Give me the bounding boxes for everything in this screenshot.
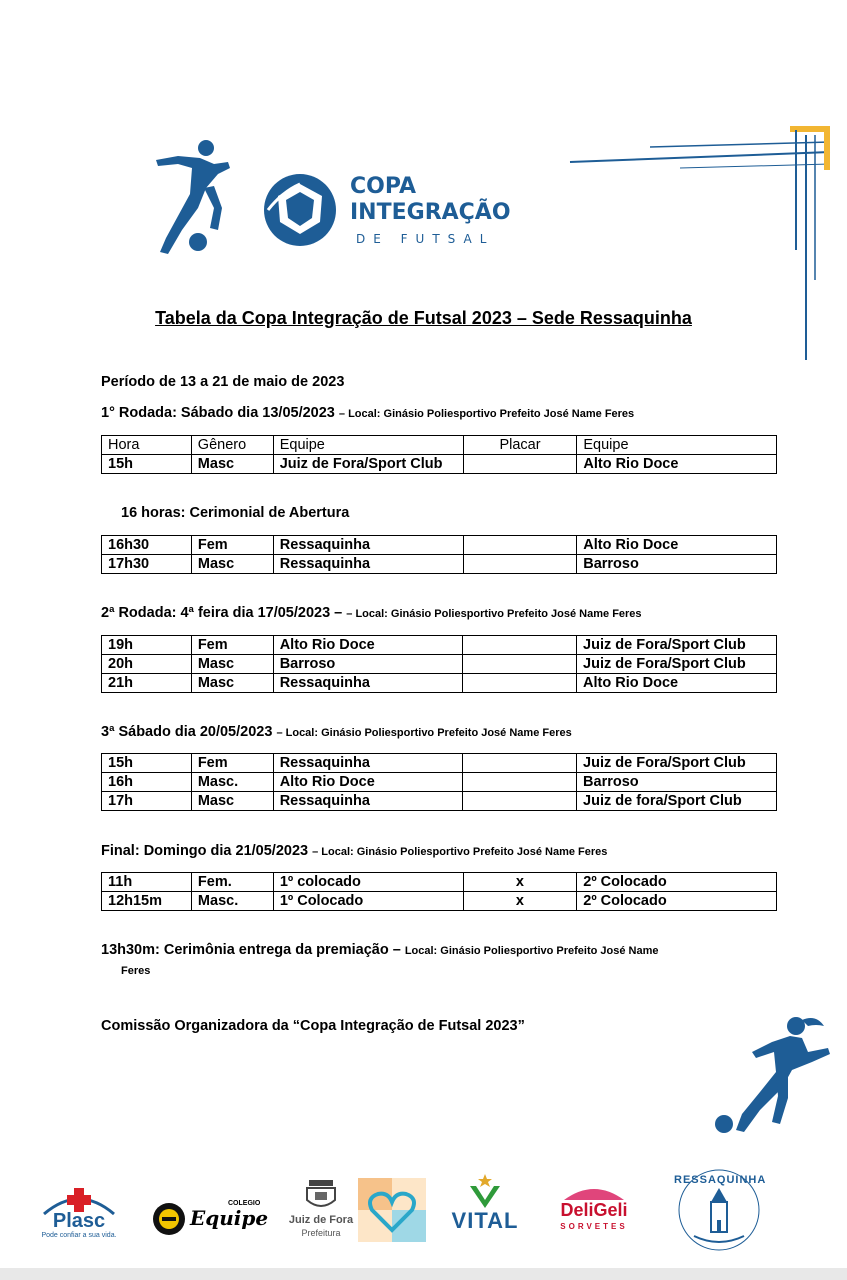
sponsor-plasc — [38, 1186, 120, 1244]
round2-local: – Local: Ginásio Poliesportivo Prefeito José Name Feres — [346, 608, 642, 620]
table-header-row — [102, 436, 777, 455]
cell-hora: 16h — [102, 773, 192, 792]
awards-local-cont-text: Feres — [121, 965, 151, 977]
equipe-label: Equipe — [190, 1206, 269, 1230]
cell-placar — [463, 792, 577, 811]
cell-equipe: Ressaquinha — [273, 555, 463, 574]
cell-placar — [463, 674, 577, 693]
sponsor-juiz-de-fora — [286, 1178, 356, 1242]
table-row — [102, 636, 777, 655]
table-row — [102, 455, 777, 474]
final-local: – Local: Ginásio Poliesportivo Prefeito José Name Feres — [312, 846, 608, 858]
cell-placar: x — [463, 892, 577, 911]
awards-local-cont — [121, 962, 150, 978]
cell-hora: 17h30 — [102, 555, 192, 574]
sponsor-deligeli — [556, 1182, 632, 1242]
final-title: Final: Domingo dia 21/05/2023 — [101, 843, 309, 859]
cell-genero: Masc — [191, 555, 273, 574]
header-equipe: Equipe — [273, 436, 463, 455]
header-equipe-2: Equipe — [577, 436, 777, 455]
cell-hora: 19h — [102, 636, 192, 655]
cell-equipe-2: Juiz de Fora/Sport Club — [577, 754, 777, 773]
cell-genero: Masc. — [191, 892, 273, 911]
round1-heading — [101, 405, 634, 421]
awards-text: 13h30m: Cerimônia entrega da premiação – — [101, 942, 401, 958]
header-genero: Gênero — [191, 436, 273, 455]
heart-map-logo-icon — [358, 1178, 426, 1242]
table-row — [102, 674, 777, 693]
round2-table — [101, 635, 777, 693]
cell-hora: 21h — [102, 674, 192, 693]
prefeitura-label: Prefeitura — [301, 1228, 341, 1238]
player-kicking-icon — [148, 138, 238, 256]
header-decoration — [560, 120, 847, 390]
round1-table — [101, 435, 777, 474]
equipe-logo-icon — [152, 1202, 186, 1236]
logo-copa: COPA — [350, 174, 416, 199]
logo-futsal: DE FUTSAL — [356, 232, 495, 246]
cell-equipe-2: 2º Colocado — [577, 873, 777, 892]
cell-equipe-2: Barroso — [577, 773, 777, 792]
cell-equipe-2: Juiz de Fora/Sport Club — [577, 655, 777, 674]
table-row — [102, 773, 777, 792]
table-row — [102, 536, 777, 555]
final-heading — [101, 843, 607, 859]
cell-equipe-2: Alto Rio Doce — [577, 455, 777, 474]
cell-equipe: Ressaquinha — [273, 754, 463, 773]
sponsor-equipe — [152, 1200, 269, 1240]
cell-genero: Masc — [191, 674, 273, 693]
cell-equipe-2: Alto Rio Doce — [577, 674, 777, 693]
sponsor-vital — [444, 1174, 526, 1240]
cell-placar — [463, 773, 577, 792]
ressaquinha-label: RESSAQUINHA — [674, 1174, 767, 1186]
cell-hora: 20h — [102, 655, 192, 674]
cell-genero: Fem — [191, 636, 273, 655]
cell-hora: 15h — [102, 455, 192, 474]
cell-genero: Fem — [191, 536, 273, 555]
cell-equipe: 1º Colocado — [273, 892, 463, 911]
cell-equipe-2: Alto Rio Doce — [577, 536, 777, 555]
sorvetes-label: SORVETES — [560, 1222, 628, 1231]
deligeli-label: DeliGeli — [560, 1200, 628, 1220]
round3-title: 3ª Sábado dia 20/05/2023 — [101, 724, 273, 740]
cell-equipe: 1º colocado — [273, 873, 463, 892]
cell-genero: Masc — [191, 455, 273, 474]
period-text: Período de 13 a 21 de maio de 2023 — [101, 374, 345, 390]
cell-hora: 17h — [102, 792, 192, 811]
player-female-kicking-icon — [712, 1012, 836, 1142]
deligeli-crown-icon — [556, 1182, 632, 1202]
cell-genero: Masc. — [191, 773, 273, 792]
cell-equipe: Ressaquinha — [273, 536, 463, 555]
final-table — [101, 872, 777, 911]
table-row — [102, 873, 777, 892]
header-hora: Hora — [102, 436, 192, 455]
cell-hora: 16h30 — [102, 536, 192, 555]
signature: Comissão Organizadora da “Copa Integração de Futsal 2023” — [101, 1018, 525, 1034]
cell-placar — [463, 455, 577, 474]
page-title: Tabela da Copa Integração de Futsal 2023 – Sede Ressaquinha — [155, 308, 692, 328]
cell-equipe: Alto Rio Doce — [273, 773, 463, 792]
cell-equipe: Barroso — [273, 655, 463, 674]
cell-placar — [463, 754, 577, 773]
cell-equipe: Alto Rio Doce — [273, 636, 463, 655]
bottom-bar — [0, 1268, 847, 1280]
logo-integracao: INTEGRAÇÃO — [350, 200, 511, 225]
cell-genero: Fem — [191, 754, 273, 773]
cell-hora: 11h — [102, 873, 192, 892]
cell-equipe: Ressaquinha — [273, 674, 463, 693]
opening-ceremony: 16 horas: Cerimonial de Abertura — [121, 505, 350, 521]
round2-title: 2ª Rodada: 4ª feira dia 17/05/2023 – — [101, 605, 343, 621]
cell-placar — [463, 536, 577, 555]
cell-placar — [463, 555, 577, 574]
plasc-label: Plasc — [52, 1210, 106, 1232]
cell-equipe: Juiz de Fora/Sport Club — [273, 455, 463, 474]
juiz-de-fora-label: Juiz de Fora — [288, 1214, 354, 1226]
round3-local: – Local: Ginásio Poliesportivo Prefeito José Name Feres — [276, 727, 572, 739]
cell-equipe: Ressaquinha — [273, 792, 463, 811]
round2-heading — [101, 605, 642, 621]
awards-local: Local: Ginásio Poliesportivo Prefeito José Name — [404, 945, 659, 957]
juiz-de-fora-crest-icon — [301, 1178, 341, 1212]
cell-genero: Fem. — [191, 873, 273, 892]
table-row — [102, 555, 777, 574]
cell-equipe-2: Barroso — [577, 555, 777, 574]
cell-genero: Masc — [191, 655, 273, 674]
cell-equipe-2: Juiz de fora/Sport Club — [577, 792, 777, 811]
cell-equipe-2: Juiz de Fora/Sport Club — [577, 636, 777, 655]
cell-placar: x — [463, 873, 577, 892]
cell-placar — [463, 636, 577, 655]
cell-hora: 15h — [102, 754, 192, 773]
round3-heading — [101, 724, 572, 740]
awards-line — [101, 942, 659, 958]
table-row — [102, 792, 777, 811]
round3-table — [101, 753, 777, 811]
futsal-ball-logo-icon — [262, 172, 338, 248]
vital-label: VITAL — [451, 1208, 519, 1233]
table-row — [102, 892, 777, 911]
round1-title: 1° Rodada: Sábado dia 13/05/2023 — [101, 405, 335, 421]
equipe-small-label: COLEGIO — [228, 1200, 261, 1207]
vital-star-icon — [444, 1174, 526, 1210]
cell-equipe-2: 2º Colocado — [577, 892, 777, 911]
plasc-tagline: Pode confiar a sua vida. — [41, 1232, 117, 1239]
cell-placar — [463, 655, 577, 674]
round1-table-2 — [101, 535, 777, 574]
header-placar: Placar — [463, 436, 577, 455]
table-row — [102, 655, 777, 674]
cell-genero: Masc — [191, 792, 273, 811]
round1-local: – Local: Ginásio Poliesportivo Prefeito José Name Feres — [338, 408, 635, 420]
table-row — [102, 754, 777, 773]
cell-hora: 12h15m — [102, 892, 192, 911]
sponsor-ressaquinha — [674, 1162, 767, 1258]
